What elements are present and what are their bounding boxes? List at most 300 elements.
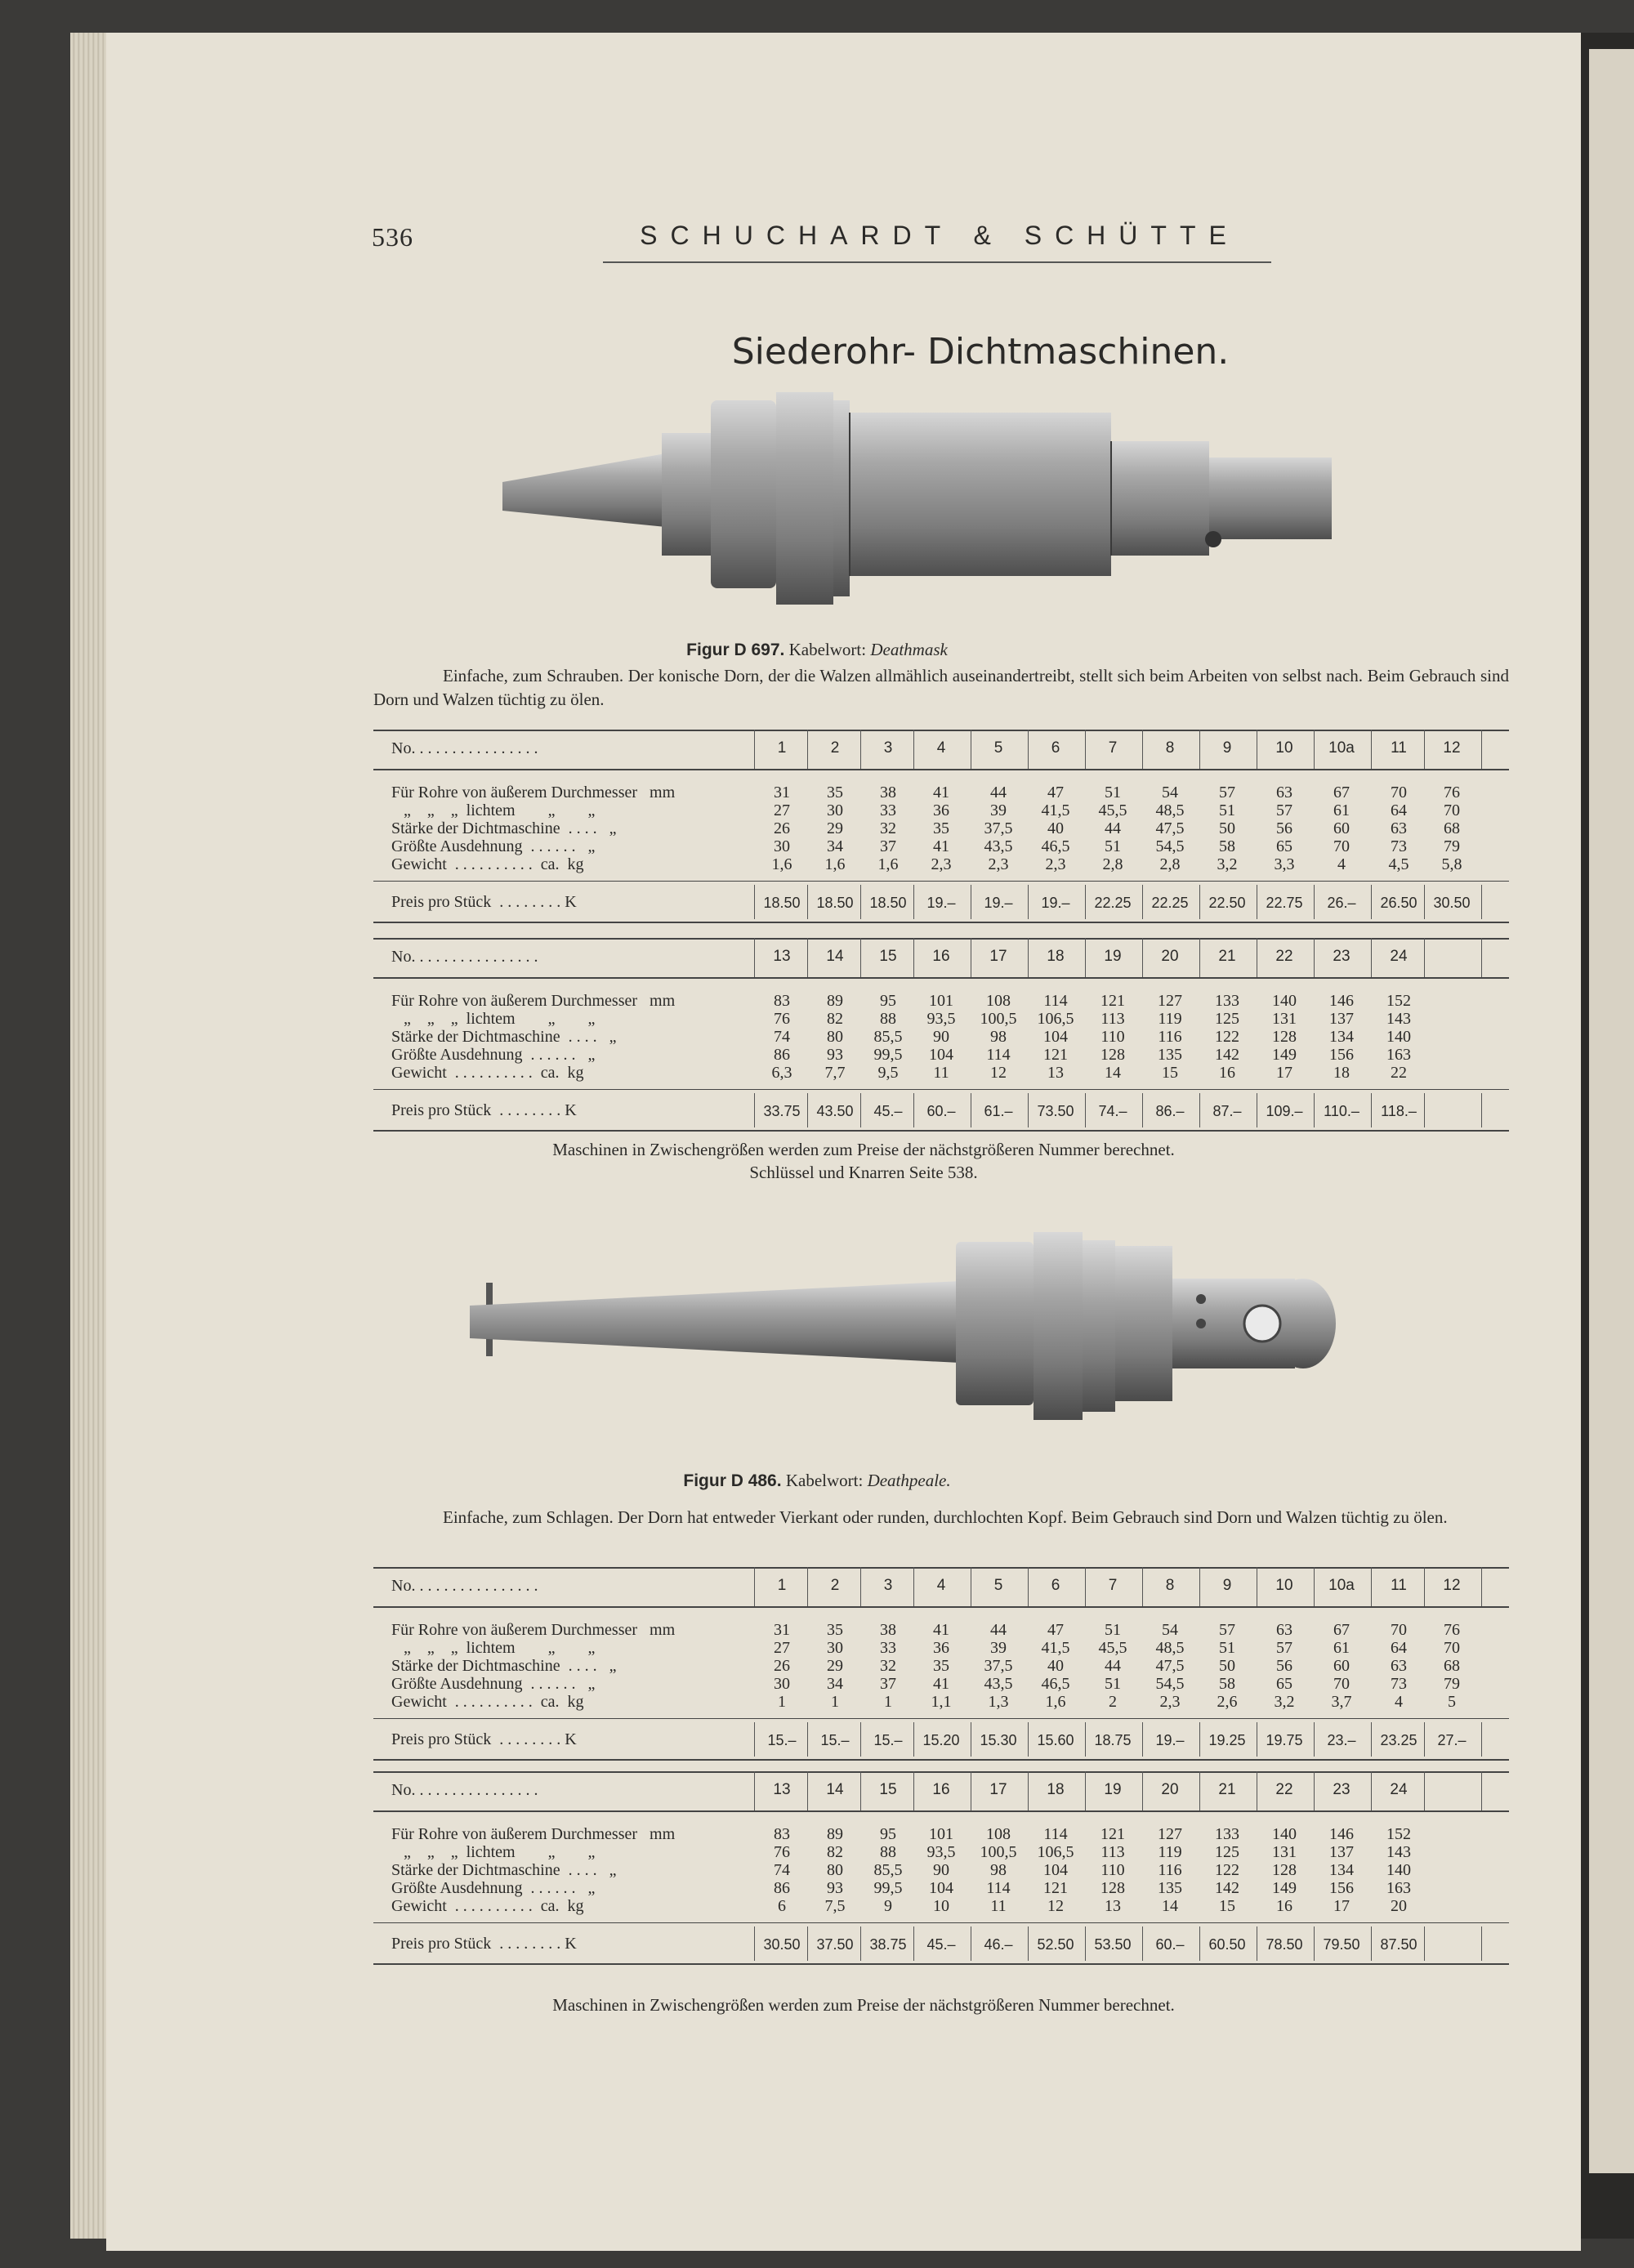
table-cell: 34 bbox=[827, 837, 843, 855]
row-label-r2: „ „ „ lichtem „ „ bbox=[391, 1010, 596, 1028]
table-cell: 85,5 bbox=[873, 1028, 903, 1046]
table-cell: 86 bbox=[774, 1879, 790, 1897]
table-cell: 45,5 bbox=[1098, 1639, 1127, 1657]
table-cell: 1 bbox=[778, 1693, 786, 1711]
table-cell: 104 bbox=[1043, 1861, 1068, 1879]
table-cell-price: 19.– bbox=[1041, 895, 1070, 911]
table-column-rule bbox=[1314, 1722, 1315, 1757]
table-cell-price: 78.50 bbox=[1266, 1936, 1303, 1953]
table-column-rule bbox=[1481, 938, 1482, 977]
table-cell: 51 bbox=[1105, 837, 1121, 855]
table-cell-price: 30.50 bbox=[763, 1936, 801, 1953]
table-cell: 29 bbox=[827, 1657, 843, 1675]
table-cell: 37 bbox=[880, 1675, 896, 1693]
table-cell: 50 bbox=[1219, 1657, 1235, 1675]
table-cell: 2,3 bbox=[931, 855, 952, 873]
table-cell: 35 bbox=[933, 819, 949, 837]
table-cell: 36 bbox=[933, 801, 949, 819]
table-cell-price: 43.50 bbox=[816, 1103, 854, 1119]
table-cell: 38 bbox=[880, 784, 896, 801]
table-cell: 64 bbox=[1391, 1639, 1407, 1657]
table-cell: 33 bbox=[880, 1639, 896, 1657]
table-cell-price: 15.– bbox=[767, 1732, 797, 1748]
table-cell-no: 2 bbox=[830, 739, 840, 757]
table-column-rule bbox=[1481, 1771, 1482, 1810]
row-label-no: No. . . . . . . . . . . . . . . . bbox=[391, 1781, 538, 1799]
kabelwort-d697: Deathmask bbox=[870, 640, 948, 659]
table-cell: 37,5 bbox=[984, 819, 1013, 837]
table-cell-no: 12 bbox=[1443, 739, 1461, 757]
table-column-rule bbox=[1371, 885, 1372, 919]
table-cell: 114 bbox=[1043, 1825, 1068, 1843]
table-column-rule bbox=[1424, 1771, 1425, 1810]
table-cell: 121 bbox=[1043, 1879, 1068, 1897]
table-cell: 113 bbox=[1100, 1010, 1125, 1028]
table-column-rule bbox=[807, 730, 808, 769]
table-cell-price: 52.50 bbox=[1037, 1936, 1074, 1953]
table-cell: 41 bbox=[933, 784, 949, 801]
kabelwort-label: Kabelwort: bbox=[788, 640, 867, 659]
table-cell: 89 bbox=[827, 992, 843, 1010]
table-cell-no: 21 bbox=[1218, 948, 1236, 965]
table-cell-price: 18.50 bbox=[763, 895, 801, 911]
table-cell: 54 bbox=[1162, 784, 1178, 801]
table-column-rule bbox=[754, 938, 755, 977]
table-cell: 131 bbox=[1272, 1843, 1297, 1861]
table-cell: 88 bbox=[880, 1843, 896, 1861]
table-cell: 29 bbox=[827, 819, 843, 837]
table-column-rule bbox=[1199, 1771, 1200, 1810]
table-cell: 32 bbox=[880, 1657, 896, 1675]
table-cell: 63 bbox=[1391, 819, 1407, 837]
book-page-edges bbox=[70, 33, 111, 2239]
table-cell: 12 bbox=[990, 1064, 1007, 1082]
row-label-r1: Für Rohre von äußerem Durchmesser mm bbox=[391, 992, 676, 1010]
row-label-r3: Stärke der Dichtmaschine . . . . „ bbox=[391, 1028, 617, 1046]
table-cell: 13 bbox=[1047, 1064, 1064, 1082]
table-cell-price: 19.– bbox=[984, 895, 1013, 911]
table-column-rule bbox=[1371, 1093, 1372, 1127]
table-column-rule bbox=[1481, 1926, 1482, 1961]
table-cell: 4 bbox=[1337, 855, 1346, 873]
table-cell: 32 bbox=[880, 819, 896, 837]
table-cell: 163 bbox=[1386, 1879, 1411, 1897]
table-cell: 26 bbox=[774, 1657, 790, 1675]
table-top-rule bbox=[373, 1567, 1509, 1569]
table-cell-price: 19.– bbox=[926, 895, 956, 911]
table-d697-part1 bbox=[373, 730, 1509, 930]
table-top-rule bbox=[373, 1771, 1509, 1773]
table-cell: 47,5 bbox=[1155, 1657, 1185, 1675]
table-cell-no: 11 bbox=[1391, 1577, 1407, 1594]
row-label-no: No. . . . . . . . . . . . . . . . bbox=[391, 739, 538, 757]
table-cell: 51 bbox=[1105, 1621, 1121, 1639]
table-cell: 17 bbox=[1333, 1897, 1350, 1915]
table-cell: 2,3 bbox=[1159, 1693, 1181, 1711]
table-cell: 1,6 bbox=[1045, 1693, 1066, 1711]
table-cell-no: 24 bbox=[1390, 948, 1408, 965]
table-cell: 128 bbox=[1272, 1028, 1297, 1046]
table-column-rule bbox=[1424, 1567, 1425, 1606]
table-cell: 33 bbox=[880, 801, 896, 819]
table-cell: 86 bbox=[774, 1046, 790, 1064]
table-cell: 128 bbox=[1100, 1879, 1125, 1897]
table-cell-no: 23 bbox=[1333, 1781, 1351, 1798]
table-column-rule bbox=[913, 1567, 914, 1606]
table-cell-no: 15 bbox=[879, 948, 897, 965]
table-cell: 14 bbox=[1105, 1064, 1121, 1082]
table-cell: 140 bbox=[1386, 1861, 1411, 1879]
table-cell: 47,5 bbox=[1155, 819, 1185, 837]
table-column-rule bbox=[1314, 730, 1315, 769]
table-cell: 3,3 bbox=[1274, 855, 1295, 873]
table-column-rule bbox=[1085, 938, 1086, 977]
row-label-r3: Stärke der Dichtmaschine . . . . „ bbox=[391, 1657, 617, 1675]
table-column-rule bbox=[1085, 730, 1086, 769]
table-column-rule bbox=[754, 1093, 755, 1127]
table-cell-price: 15.– bbox=[820, 1732, 850, 1748]
table-cell: 73 bbox=[1391, 837, 1407, 855]
table-column-rule bbox=[1142, 885, 1143, 919]
table-column-rule bbox=[1424, 730, 1425, 769]
figure-d697-illustration bbox=[490, 384, 1373, 629]
table-cell-price: 15.30 bbox=[980, 1732, 1017, 1748]
table-cell-no: 12 bbox=[1443, 1577, 1461, 1594]
row-label-r5: Gewicht . . . . . . . . . . ca. kg bbox=[391, 855, 584, 873]
table-cell: 44 bbox=[1105, 819, 1121, 837]
table-cell: 38 bbox=[880, 1621, 896, 1639]
table-cell: 142 bbox=[1215, 1046, 1239, 1064]
table-cell: 41,5 bbox=[1041, 801, 1070, 819]
table-cell: 13 bbox=[1105, 1897, 1121, 1915]
table-cell-no: 18 bbox=[1047, 1781, 1065, 1798]
table-cell: 68 bbox=[1444, 1657, 1460, 1675]
row-label-price: Preis pro Stück . . . . . . . . K bbox=[391, 1101, 577, 1119]
table-cell: 143 bbox=[1386, 1843, 1411, 1861]
table-column-rule bbox=[1028, 1567, 1029, 1606]
table-header-rule bbox=[373, 1810, 1509, 1812]
table-cell: 60 bbox=[1333, 819, 1350, 837]
table-cell: 5 bbox=[1448, 1693, 1456, 1711]
table-cell: 58 bbox=[1219, 837, 1235, 855]
figure-d486-description: Einfache, zum Schlagen. Der Dorn hat entweder Vierkant oder runden, durchlochten Kopf. Beim Gebrauch sind Dorn und Walzen tüchtig zu ölen. bbox=[443, 1507, 1448, 1527]
table-column-rule bbox=[1199, 1722, 1200, 1757]
table-cell-no: 9 bbox=[1222, 739, 1232, 757]
table-cell: 76 bbox=[774, 1010, 790, 1028]
table-cell: 2,3 bbox=[1045, 855, 1066, 873]
table-column-rule bbox=[754, 885, 755, 919]
table-column-rule bbox=[1481, 1093, 1482, 1127]
table-cell-price: 33.75 bbox=[763, 1103, 801, 1119]
table-cell: 116 bbox=[1158, 1028, 1182, 1046]
table-cell-price: 110.– bbox=[1324, 1103, 1359, 1119]
figure-d486-caption bbox=[327, 1471, 1307, 1491]
table-cell: 44 bbox=[1105, 1657, 1121, 1675]
table-cell-price: 79.50 bbox=[1323, 1936, 1360, 1953]
row-label-r1: Für Rohre von äußerem Durchmesser mm bbox=[391, 784, 676, 801]
table-cell-price: 22.25 bbox=[1151, 895, 1189, 911]
table-cell: 57 bbox=[1276, 801, 1292, 819]
table-cell-price: 61.– bbox=[984, 1103, 1013, 1119]
table-column-rule bbox=[1481, 885, 1482, 919]
table-cell-no: 17 bbox=[989, 1781, 1007, 1798]
table-column-rule bbox=[1199, 730, 1200, 769]
table-cell-no: 4 bbox=[936, 1577, 946, 1594]
table-bottom-rule bbox=[373, 1130, 1509, 1132]
table-cell-price: 87.– bbox=[1212, 1103, 1242, 1119]
table-cell: 31 bbox=[774, 1621, 790, 1639]
table-cell-price: 60.– bbox=[926, 1103, 956, 1119]
table-cell: 152 bbox=[1386, 992, 1411, 1010]
table-cell: 90 bbox=[933, 1861, 949, 1879]
table-cell-price: 19.75 bbox=[1266, 1732, 1303, 1748]
table-cell-price: 30.50 bbox=[1433, 895, 1471, 911]
table-cell: 140 bbox=[1386, 1028, 1411, 1046]
table-cell: 58 bbox=[1219, 1675, 1235, 1693]
table-cell: 9 bbox=[884, 1897, 892, 1915]
table-cell: 56 bbox=[1276, 819, 1292, 837]
table-cell-no: 17 bbox=[989, 948, 1007, 965]
table-column-rule bbox=[860, 1567, 861, 1606]
table-d486-part1 bbox=[373, 1567, 1509, 1767]
table-header-rule bbox=[373, 1606, 1509, 1608]
row-label-price: Preis pro Stück . . . . . . . . K bbox=[391, 893, 577, 911]
table-cell: 63 bbox=[1391, 1657, 1407, 1675]
table-cell: 1,6 bbox=[824, 855, 846, 873]
table-cell: 35 bbox=[827, 1621, 843, 1639]
table-cell: 20 bbox=[1391, 1897, 1407, 1915]
table-cell: 106,5 bbox=[1037, 1010, 1074, 1028]
table-cell-price: 27.– bbox=[1437, 1732, 1467, 1748]
table-cell-price: 46.– bbox=[984, 1936, 1013, 1953]
table-cell: 74 bbox=[774, 1028, 790, 1046]
figure-d697-caption bbox=[327, 640, 1307, 660]
table-cell: 48,5 bbox=[1155, 801, 1185, 819]
table-cell: 116 bbox=[1158, 1861, 1182, 1879]
table-column-rule bbox=[1371, 938, 1372, 977]
table-cell: 143 bbox=[1386, 1010, 1411, 1028]
table-cell: 48,5 bbox=[1155, 1639, 1185, 1657]
table-cell: 110 bbox=[1100, 1861, 1125, 1879]
table-cell: 133 bbox=[1215, 992, 1239, 1010]
table-column-rule bbox=[1142, 938, 1143, 977]
table-cell: 17 bbox=[1276, 1064, 1292, 1082]
table-cell: 134 bbox=[1329, 1861, 1354, 1879]
table-cell: 27 bbox=[774, 1639, 790, 1657]
table-cell: 1,6 bbox=[877, 855, 899, 873]
table-cell: 15 bbox=[1162, 1064, 1178, 1082]
table-cell: 121 bbox=[1043, 1046, 1068, 1064]
row-label-r5: Gewicht . . . . . . . . . . ca. kg bbox=[391, 1897, 584, 1915]
table-cell: 44 bbox=[990, 1621, 1007, 1639]
table-column-rule bbox=[1199, 938, 1200, 977]
table-cell: 10 bbox=[933, 1897, 949, 1915]
row-label-r3: Stärke der Dichtmaschine . . . . „ bbox=[391, 819, 617, 837]
table-cell-price: 45.– bbox=[873, 1103, 903, 1119]
table-cell-no: 22 bbox=[1275, 948, 1293, 965]
table-cell: 46,5 bbox=[1041, 1675, 1070, 1693]
table-d486-part2 bbox=[373, 1771, 1509, 1971]
header-rule bbox=[603, 261, 1271, 263]
table-cell-no: 24 bbox=[1390, 1781, 1408, 1798]
table-cell: 26 bbox=[774, 819, 790, 837]
note-zwischengroessen-1: Maschinen in Zwischengrößen werden zum Preise der nächstgrößeren Nummer berechnet. bbox=[552, 1140, 1175, 1159]
table-column-rule bbox=[807, 938, 808, 977]
table-cell: 137 bbox=[1329, 1010, 1354, 1028]
table-cell: 100,5 bbox=[980, 1010, 1017, 1028]
table-cell: 108 bbox=[986, 1825, 1011, 1843]
figure-d486-illustration bbox=[462, 1226, 1426, 1438]
table-cell: 7,7 bbox=[824, 1064, 846, 1082]
table-cell: 7,5 bbox=[824, 1897, 846, 1915]
table-cell: 82 bbox=[827, 1843, 843, 1861]
table-cell-price: 18.75 bbox=[1094, 1732, 1132, 1748]
table-cell: 79 bbox=[1444, 837, 1460, 855]
table-cell: 57 bbox=[1219, 784, 1235, 801]
table-column-rule bbox=[1028, 1722, 1029, 1757]
table-cell-no: 10 bbox=[1275, 739, 1293, 757]
table-cell: 22 bbox=[1391, 1064, 1407, 1082]
table-cell: 163 bbox=[1386, 1046, 1411, 1064]
table-column-rule bbox=[1142, 1722, 1143, 1757]
table-column-rule bbox=[754, 1722, 755, 1757]
table-cell: 127 bbox=[1158, 992, 1182, 1010]
table-cell: 156 bbox=[1329, 1879, 1354, 1897]
table-column-rule bbox=[1028, 1093, 1029, 1127]
table-cell: 2,3 bbox=[988, 855, 1009, 873]
table-cell-no: 1 bbox=[777, 739, 787, 757]
row-label-r2: „ „ „ lichtem „ „ bbox=[391, 1843, 596, 1861]
table-column-rule bbox=[754, 730, 755, 769]
table-cell: 51 bbox=[1105, 1675, 1121, 1693]
table-price-rule bbox=[373, 1089, 1509, 1090]
table-cell-price: 118.– bbox=[1381, 1103, 1417, 1119]
row-label-r4: Größte Ausdehnung . . . . . . „ bbox=[391, 1046, 596, 1064]
table-cell: 70 bbox=[1391, 1621, 1407, 1639]
table-cell: 83 bbox=[774, 992, 790, 1010]
table-price-rule bbox=[373, 1922, 1509, 1923]
table-cell-price: 109.– bbox=[1266, 1103, 1303, 1119]
table-column-rule bbox=[1142, 1926, 1143, 1961]
table-cell: 89 bbox=[827, 1825, 843, 1843]
table-cell: 65 bbox=[1276, 1675, 1292, 1693]
table-cell-price: 60.50 bbox=[1208, 1936, 1246, 1953]
table-cell-no: 15 bbox=[879, 1781, 897, 1798]
table-column-rule bbox=[860, 938, 861, 977]
table-column-rule bbox=[1199, 1093, 1200, 1127]
table-cell-price: 22.75 bbox=[1266, 895, 1303, 911]
table-cell: 93 bbox=[827, 1046, 843, 1064]
table-cell: 140 bbox=[1272, 1825, 1297, 1843]
table-column-rule bbox=[1371, 1722, 1372, 1757]
row-label-r2: „ „ „ lichtem „ „ bbox=[391, 801, 596, 819]
table-price-rule bbox=[373, 1718, 1509, 1719]
row-label-r2: „ „ „ lichtem „ „ bbox=[391, 1639, 596, 1657]
table-cell-no: 3 bbox=[883, 739, 893, 757]
table-cell: 65 bbox=[1276, 837, 1292, 855]
table-cell: 64 bbox=[1391, 801, 1407, 819]
table-cell-no: 13 bbox=[773, 1781, 791, 1798]
table-cell-no: 19 bbox=[1104, 948, 1122, 965]
table-cell: 119 bbox=[1158, 1010, 1182, 1028]
table-column-rule bbox=[754, 1771, 755, 1810]
table-cell: 6 bbox=[778, 1897, 786, 1915]
table-cell-no: 1 bbox=[777, 1577, 787, 1594]
table-cell: 54,5 bbox=[1155, 837, 1185, 855]
table-column-rule bbox=[860, 1771, 861, 1810]
table-column-rule bbox=[1028, 885, 1029, 919]
row-label-price: Preis pro Stück . . . . . . . . K bbox=[391, 1730, 577, 1748]
table-cell: 54,5 bbox=[1155, 1675, 1185, 1693]
table-cell: 100,5 bbox=[980, 1843, 1017, 1861]
table-cell: 99,5 bbox=[873, 1046, 903, 1064]
table-cell: 1 bbox=[831, 1693, 839, 1711]
table-cell: 2,8 bbox=[1159, 855, 1181, 873]
table-cell: 67 bbox=[1333, 784, 1350, 801]
table-cell: 40 bbox=[1047, 819, 1064, 837]
table-cell: 5,8 bbox=[1441, 855, 1462, 873]
table-cell-price: 87.50 bbox=[1380, 1936, 1417, 1953]
table-cell: 76 bbox=[774, 1843, 790, 1861]
table-column-rule bbox=[1085, 1771, 1086, 1810]
table-cell: 41 bbox=[933, 1621, 949, 1639]
table-cell-no: 18 bbox=[1047, 948, 1065, 965]
table-column-rule bbox=[1085, 885, 1086, 919]
table-cell: 39 bbox=[990, 801, 1007, 819]
table-cell: 104 bbox=[1043, 1028, 1068, 1046]
table-cell: 57 bbox=[1276, 1639, 1292, 1657]
table-cell: 41 bbox=[933, 1675, 949, 1693]
row-label-r5: Gewicht . . . . . . . . . . ca. kg bbox=[391, 1693, 584, 1711]
table-bottom-rule bbox=[373, 922, 1509, 923]
table-cell-no: 5 bbox=[993, 739, 1003, 757]
table-cell: 54 bbox=[1162, 1621, 1178, 1639]
row-label-r4: Größte Ausdehnung . . . . . . „ bbox=[391, 837, 596, 855]
table-column-rule bbox=[1199, 885, 1200, 919]
table-cell: 140 bbox=[1272, 992, 1297, 1010]
table-cell: 41,5 bbox=[1041, 1639, 1070, 1657]
table-cell: 45,5 bbox=[1098, 801, 1127, 819]
table-cell: 104 bbox=[929, 1879, 953, 1897]
table-column-rule bbox=[1424, 938, 1425, 977]
table-cell-price: 22.25 bbox=[1094, 895, 1132, 911]
table-column-rule bbox=[1314, 885, 1315, 919]
table-cell-no: 16 bbox=[932, 948, 950, 965]
table-cell-no: 2 bbox=[830, 1577, 840, 1594]
table-cell: 36 bbox=[933, 1639, 949, 1657]
table-cell: 6,3 bbox=[771, 1064, 792, 1082]
kabelwort-d486: Deathpeale. bbox=[867, 1471, 951, 1490]
table-column-rule bbox=[1142, 1567, 1143, 1606]
table-cell-price: 22.50 bbox=[1208, 895, 1246, 911]
table-cell-price: 18.50 bbox=[816, 895, 854, 911]
table-cell: 30 bbox=[827, 1639, 843, 1657]
table-top-rule bbox=[373, 938, 1509, 940]
table-cell-no: 7 bbox=[1108, 1577, 1118, 1594]
table-cell: 3,7 bbox=[1331, 1693, 1352, 1711]
table-cell-price: 26.50 bbox=[1380, 895, 1417, 911]
table-cell-no: 21 bbox=[1218, 1781, 1236, 1798]
table-cell-price: 26.– bbox=[1327, 895, 1356, 911]
running-header: SCHUCHARDT & SCHÜTTE bbox=[640, 221, 1239, 250]
table-column-rule bbox=[1028, 1926, 1029, 1961]
table-cell: 95 bbox=[880, 992, 896, 1010]
table-cell-no: 4 bbox=[936, 739, 946, 757]
table-cell: 70 bbox=[1444, 1639, 1460, 1657]
table-cell-no: 3 bbox=[883, 1577, 893, 1594]
table-cell: 34 bbox=[827, 1675, 843, 1693]
table-column-rule bbox=[1142, 1771, 1143, 1810]
